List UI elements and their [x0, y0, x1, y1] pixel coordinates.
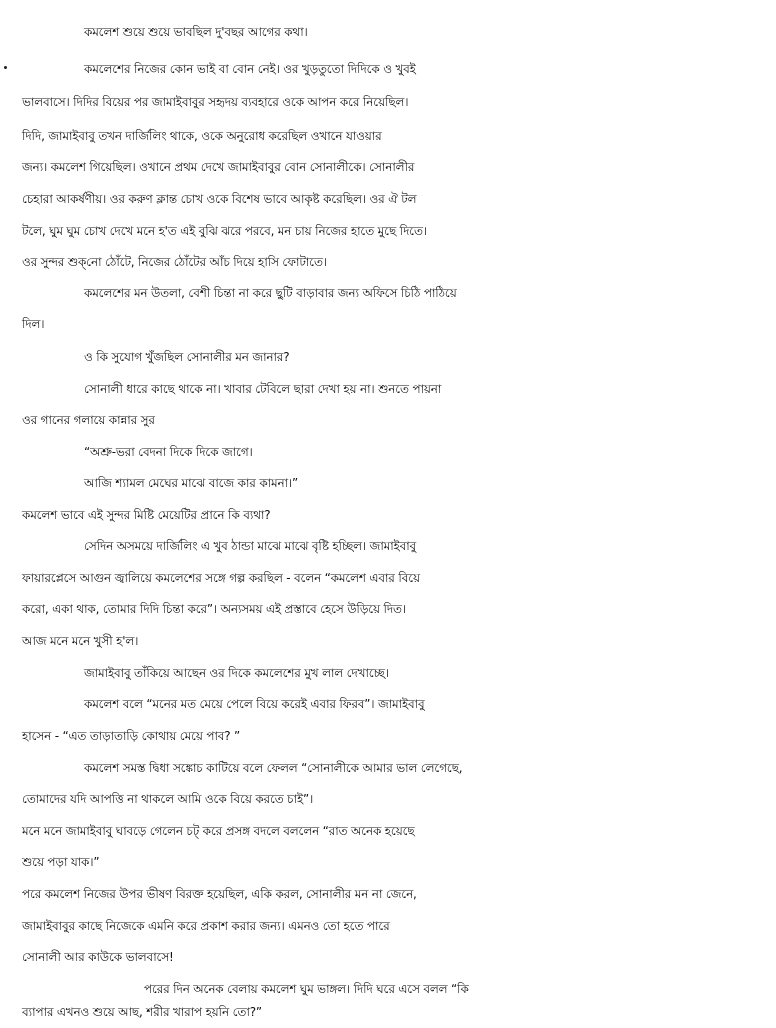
text-line: ফায়ারপ্লেসে আগুন জ্বালিয়ে কমলেশের সঙ্গে গল্প করছিল - বলেন “কমলেশ এবার বিয়ে	[22, 571, 420, 585]
text-line: আজ মনে মনে খুসী হ'ল।	[22, 634, 139, 648]
text-line: হাসেন - “এত তাড়াতাড়ি কোথায় মেয়ে পাব? ”	[22, 729, 241, 743]
text-line: ও কি সুযোগ খুঁজছিল সোনালীর মন জানার?	[84, 350, 290, 364]
text-line: ভালবাসে। দিদির বিয়ের পর জামাইবাবুর সহৃদয় ব্যবহারে ওকে আপন করে নিয়েছিল।	[22, 95, 409, 109]
text-line: করো, একা থাক, তোমার দিদি চিন্তা করে”। অন্যসময় এই প্রস্তাবে হেসে উড়িয়ে দিত।	[22, 602, 406, 616]
text-line: কমলেশের নিজের কোন ভাই বা বোন নেই। ওর খুড়তুতো দিদিকে ও খুবই	[84, 62, 416, 76]
text-line: সোনালী ধারে কাছে থাকে না। খাবার টেবিলে ছারা দেখা হয় না। শুনতে পায়না	[84, 382, 442, 396]
text-line: আজি শ্যামল মেঘের মাঝে বাজে কার কামনা।”	[84, 476, 299, 490]
text-line: কমলেশের মন উতলা, বেশী চিন্তা না করে ছুটি বাড়াবার জন্য অফিসে চিঠি পাঠিয়ে	[84, 286, 457, 300]
text-line: জামাইবাবুর কাছে নিজেকে এমনি করে প্রকাশ করার জন্য। এমনও তো হতে পারে	[22, 919, 390, 933]
text-line: কমলেশ সমস্ত দ্বিধা সঙ্কোচ কাটিয়ে বলে ফেলল “সোনালীকে আমার ভাল লেগেছে,	[84, 761, 463, 775]
text-line: সেদিন অসময়ে দার্জিলিং এ খুব ঠান্ডা মাঝে মাঝে বৃষ্টি হচ্ছিল। জামাইবাবু	[84, 539, 417, 553]
text-line: পরে কমলেশ নিজের উপর ভীষণ বিরক্ত হয়েছিল, একি করল, সোনালীর মন না জেনে,	[22, 887, 417, 901]
text-line: দিদি, জামাইবাবু তখন দার্জিলিং থাকে, ওকে অনুরোধ করেছিল ওখানে যাওয়ার	[22, 129, 382, 143]
text-line: মনে মনে জামাইবাবু ঘাবড়ে গেলেন চট্‌ করে প্রসঙ্গ বদলে বললেন “রাত অনেক হয়েছে	[22, 824, 415, 838]
text-line: তোমাদের যদি আপত্তি না থাকলে আমি ওকে বিয়ে করতে চাই”।	[22, 792, 314, 806]
text-line: ওর গানের গলায়ে কান্নার সুর	[22, 413, 155, 427]
text-line: “অশ্রু-ভরা বেদনা দিকে দিকে জাগে।	[84, 445, 253, 459]
text-line: ব্যাপার এখনও শুয়ে আছ, শরীর খারাপ হয়নি তো?”	[22, 1005, 262, 1019]
text-line: টলে, ঘুম ঘুম চোখ দেখে মনে হ'ত এই বুঝি ঝরে পরবে, মন চায় নিজের হাতে মুছে দিতে।	[22, 224, 427, 238]
text-line: জামাইবাবু তাঁকিয়ে আছেন ওর দিকে কমলেশের মুখ লাল দেখাচ্ছে।	[84, 666, 389, 680]
text-line: ওর সুন্দর শুক্‌নো ঠোঁটে, নিজের ঠোঁটের আঁচ দিয়ে হাসি ফোটাতে।	[22, 255, 327, 269]
text-line: চেহারা আকর্ষণীয়। ওর করুণ ক্লান্ত চোখ ওকে বিশেষ ভাবে আকৃষ্ট করেছিল। ওর ঐ টল	[22, 192, 417, 206]
text-line: শুয়ে পড়া যাক।”	[22, 855, 100, 869]
text-line: কমলেশ বলে “মনের মত মেয়ে পেলে বিয়ে করেই এবার ফিরব”। জামাইবাবু	[84, 697, 425, 711]
text-line: সোনালী আর কাউকে ভালবাসে!	[22, 950, 174, 964]
text-line: দিল।	[22, 317, 45, 331]
text-line: জন্য। কমলেশ গিয়েছিল। ওখানে প্রথম দেখে জামাইবাবুর বোন সোনালীকে। সোনালীর	[22, 160, 415, 174]
text-line: কমলেশ ভাবে এই সুন্দর মিষ্টি মেয়েটির প্রানে কি ব্যথা?	[22, 508, 271, 522]
text-line: কমলেশ শুয়ে শুয়ে ভাবছিল দু'বছর আগের কথা।	[84, 25, 308, 39]
text-line: পরের দিন অনেক বেলায় কমলেশ ঘুম ভাঙ্গল। দিদি ঘরে এসে বলল “কি	[144, 982, 469, 996]
